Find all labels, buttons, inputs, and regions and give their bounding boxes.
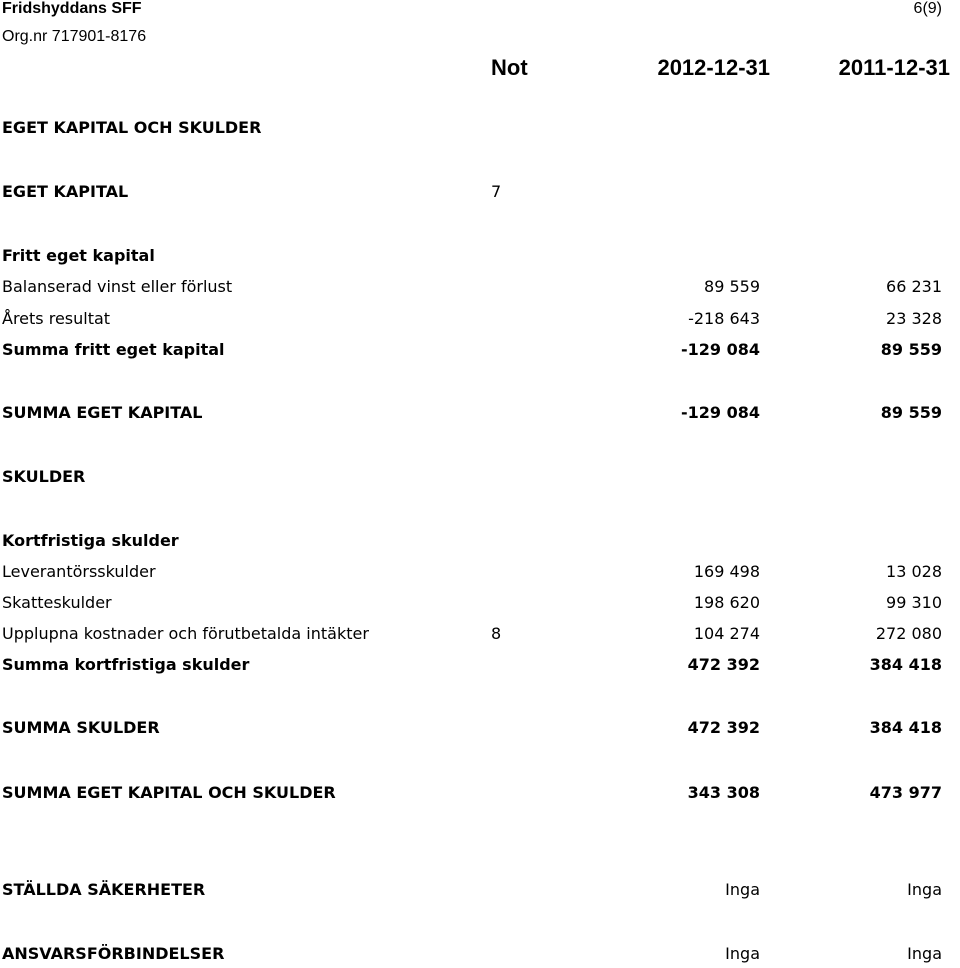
row-label: SUMMA SKULDER [2,718,160,737]
column-header-year-2011: 2011-12-31 [838,55,950,80]
value-2011: Inga [907,880,942,899]
row-label: STÄLLDA SÄKERHETER [2,880,206,899]
row-label: Leverantörsskulder [2,562,156,581]
value-2012: 198 620 [693,593,760,612]
row-label: Summa kortfristiga skulder [2,655,250,674]
row-label: Balanserad vinst eller förlust [2,277,233,296]
row-label: Skatteskulder [2,593,112,612]
row-label: SUMMA EGET KAPITAL OCH SKULDER [2,783,336,802]
row-label: Summa fritt eget kapital [2,340,225,359]
row-label: Årets resultat [2,309,111,328]
company-name: Fridshyddans SFF [2,0,142,17]
value-2011: 272 080 [875,624,942,643]
org-number: Org.nr 717901-8176 [2,28,147,45]
row-label: SUMMA EGET KAPITAL [2,403,203,422]
value-2011: 384 418 [869,655,942,674]
value-2012: 472 392 [687,655,760,674]
value-2011: 384 418 [869,718,942,737]
subsection-heading-short-term-liabilities: Kortfristiga skulder [2,531,179,550]
column-header-note: Not [491,55,528,80]
page-number: 6(9) [913,0,942,17]
subsection-heading-free-equity: Fritt eget kapital [2,246,155,265]
value-2012: 169 498 [693,562,760,581]
value-2011: 89 559 [880,403,942,422]
value-2012: Inga [725,880,760,899]
value-2012: -218 643 [688,309,760,328]
value-2011: 23 328 [886,309,942,328]
value-2011: 473 977 [869,783,942,802]
row-label: Upplupna kostnader och förutbetalda intäkter [2,624,369,643]
value-2012: 89 559 [704,277,760,296]
column-header-year-2012: 2012-12-31 [657,55,770,80]
value-2012: 104 274 [693,624,760,643]
section-heading-liabilities: SKULDER [2,467,86,486]
value-2011: 66 231 [886,277,942,296]
note-reference: 7 [491,182,502,201]
note-reference: 8 [491,624,502,643]
value-2011: 99 310 [886,593,942,612]
value-2011: Inga [907,944,942,963]
section-heading-equity: EGET KAPITAL [2,182,129,201]
value-2012: -129 084 [680,340,760,359]
value-2012: 343 308 [687,783,760,802]
row-label: ANSVARSFÖRBINDELSER [2,944,225,963]
section-heading-equity-and-liabilities: EGET KAPITAL OCH SKULDER [2,118,262,137]
value-2011: 13 028 [886,562,942,581]
value-2012: -129 084 [680,403,760,422]
value-2012: Inga [725,944,760,963]
value-2011: 89 559 [880,340,942,359]
value-2012: 472 392 [687,718,760,737]
